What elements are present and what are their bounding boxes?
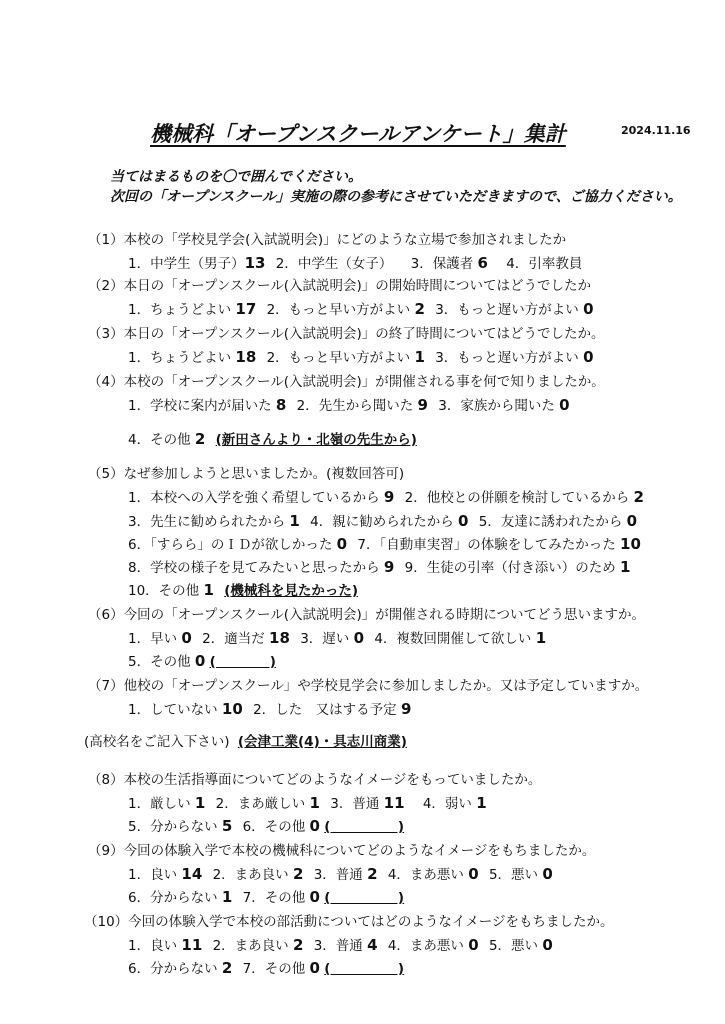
option-count: 5	[221, 817, 233, 835]
option-count: 9	[383, 558, 395, 576]
option-count: 13	[244, 254, 266, 272]
option-count: 0	[583, 300, 594, 318]
question-4-other	[128, 428, 417, 448]
question-1-options	[128, 252, 582, 272]
option-count: 0	[353, 629, 365, 647]
option-count: 10	[221, 700, 243, 718]
option-count: 2	[194, 430, 206, 448]
handwritten-note: (会津工業(4)・具志川商業)	[237, 734, 407, 750]
option-count: 2	[292, 865, 304, 883]
option-count: 1	[203, 581, 214, 599]
question-8-options-row-1	[128, 792, 487, 812]
option-label: 2．先生から聞いた	[296, 398, 414, 414]
question-9-options-row-1	[128, 863, 553, 883]
handwritten-note: (機械科を見たかった)	[224, 583, 359, 599]
option-label: 7．「自動車実習」の体験をしてみたかった	[357, 537, 616, 553]
option-label: 6．「すらら」のＩＤが欲しかった	[128, 537, 333, 553]
option-count: 0	[468, 865, 479, 883]
option-label: 2．した 又はする予定	[253, 702, 397, 718]
option-label: 2．適当だ	[202, 631, 265, 647]
question-2-options	[128, 298, 594, 318]
option-label: 7．その他	[242, 961, 306, 977]
question-8-options-row-2	[128, 815, 404, 835]
option-label: 10．その他	[128, 583, 200, 599]
option-label: 3．遅い	[300, 631, 350, 647]
option-label: 1．本校への入学を強く希望しているから	[128, 490, 380, 506]
question-4-options	[128, 394, 570, 414]
option-count: 18	[235, 348, 257, 366]
question-5: （5）なぜ参加しようと思いましたか。(複数回答可)	[88, 466, 405, 482]
option-label: 2．中学生（女子）	[275, 256, 393, 272]
option-label: 4．まあ悪い	[387, 867, 464, 883]
survey-date: 2024.11.16	[621, 124, 691, 137]
option-count: 0	[468, 936, 479, 954]
option-label: 9．生徒の引率（付き添い）のため	[404, 560, 616, 576]
option-count: 0	[309, 888, 320, 906]
answer-blank: ( )	[324, 961, 405, 977]
option-label: 6．その他	[242, 819, 306, 835]
option-label: 1．良い	[128, 938, 178, 954]
option-count: 9	[400, 700, 412, 718]
option-count: 0	[542, 865, 553, 883]
option-count: 0	[583, 348, 594, 366]
option-label: 6．分からない	[128, 890, 218, 906]
question-10-options-row-2	[128, 957, 404, 977]
option-label: 2．まあ良い	[212, 867, 289, 883]
answer-blank: ( )	[324, 890, 405, 906]
option-label: 3．もっと遅い方がよい	[435, 350, 579, 366]
question-8: （8）本校の生活指導面についてどのようなイメージをもっていましたか。	[88, 772, 542, 788]
question-5-options-row-5	[128, 579, 358, 599]
option-label: 4．まあ悪い	[387, 938, 464, 954]
option-count: 2	[633, 488, 644, 506]
option-label: 2．まあ良い	[212, 938, 289, 954]
option-label: 3．もっと遅い方がよい	[435, 302, 579, 318]
question-2: （2）本日の「オープンスクール(入試説明会)」の開始時間についてはどうでしたか	[88, 278, 591, 294]
option-count: 6	[477, 254, 488, 272]
question-7-options	[128, 698, 411, 718]
option-label: 1．早い	[128, 631, 178, 647]
option-count: 1	[289, 512, 300, 530]
option-count: 2	[292, 936, 304, 954]
option-count: 0	[626, 512, 638, 530]
question-10: （10）今回の体験入学で本校の部活動についてはどのようなイメージをもちましたか。	[84, 914, 614, 930]
option-label: 4．引率教員	[506, 256, 583, 272]
option-label: 5．悪い	[488, 867, 539, 883]
option-count: 9	[417, 396, 428, 414]
option-count: 18	[269, 629, 290, 647]
option-label: 3．普通	[330, 796, 380, 812]
question-5-options-row-4	[128, 556, 630, 576]
option-label: 3．先生に勧められたから	[128, 514, 286, 530]
option-label: 4．弱い	[422, 796, 472, 812]
option-count: 0	[309, 817, 320, 835]
option-label: 2．他校との併願を検討しているから	[404, 490, 630, 506]
option-label: 3．保護者	[410, 256, 474, 272]
option-label: 3．家族から聞いた	[438, 398, 555, 414]
option-count: 0	[559, 396, 570, 414]
option-label: 3．普通	[313, 938, 363, 954]
option-label: 4．親に勧められたから	[310, 514, 454, 530]
option-count: 0	[181, 629, 192, 647]
question-3-options	[128, 346, 594, 366]
question-6: （6）今回の「オープンスクール(入試説明会)」が開催される時期についてどう思いますか。	[88, 607, 645, 623]
option-count: 0	[458, 512, 469, 530]
question-6-options	[128, 627, 546, 647]
question-5-options-row-1	[128, 486, 644, 506]
page-title: 機械科「オープンスクールアンケート」集計	[150, 121, 566, 146]
option-count: 8	[275, 396, 287, 414]
question-9: （9）今回の体験入学で本校の機械科についてどのようなイメージをもちましたか。	[88, 843, 596, 859]
option-count: 0	[336, 535, 348, 553]
option-count: 14	[181, 865, 203, 883]
option-label: 2．もっと早い方がよい	[266, 302, 411, 318]
option-count: 2	[367, 865, 378, 883]
question-7: （7）他校の「オープンスクール」や学校見学会に参加しましたか。又は予定していますか。	[88, 678, 649, 694]
option-label: 5．分からない	[128, 819, 218, 835]
question-7-school	[84, 730, 407, 750]
option-label: 4．その他	[128, 432, 191, 448]
answer-blank: ( )	[324, 819, 405, 835]
intro-line-2: 次回の「オープンスクール」実施の際の参考にさせていただきますので、ご協力ください。	[110, 189, 682, 205]
question-4: （4）本校の「オープンスクール(入試説明会)」が開催される事を何で知りましたか。	[88, 374, 605, 390]
option-label: 1．良い	[128, 867, 178, 883]
answer-blank: ( )	[209, 654, 276, 670]
question-5-options-row-2	[128, 510, 637, 530]
option-count: 1	[309, 794, 320, 812]
option-label: 7．その他	[242, 890, 306, 906]
option-label: 1．中学生（男子）	[128, 256, 245, 272]
option-label: 5．友達に誘われたから	[478, 514, 623, 530]
option-count: 11	[181, 936, 203, 954]
question-9-options-row-2	[128, 886, 404, 906]
option-count: 1	[620, 558, 631, 576]
handwritten-note: (新田さんより・北嶺の先生から)	[215, 432, 417, 448]
question-1: （1）本校の「学校見学会(入試説明会)」にどのような立場で参加されましたか	[88, 232, 567, 248]
option-count: 9	[383, 488, 395, 506]
option-label: 3．普通	[313, 867, 363, 883]
option-label: 8．学校の様子を見てみたいと思ったから	[128, 560, 380, 576]
option-count: 11	[383, 794, 405, 812]
question-6-other	[128, 650, 276, 670]
question-3: （3）本日の「オープンスクール(入試説明会)」の終了時間についてはどうでしたか。	[88, 326, 605, 342]
school-label: (高校名をご記入下さい)	[84, 734, 230, 750]
option-label: 1．ちょうどよい	[128, 350, 232, 366]
intro-line-1: 当てはまるものを〇で囲んでください。	[110, 169, 362, 185]
option-label: 1．していない	[128, 702, 218, 718]
option-label: 1．厳しい	[128, 796, 191, 812]
option-count: 0	[194, 652, 206, 670]
option-label: 4．複数回開催して欲しい	[374, 631, 532, 647]
option-label: 5．悪い	[488, 938, 539, 954]
option-count: 0	[309, 959, 320, 977]
option-count: 17	[235, 300, 257, 318]
option-label: 1．ちょうどよい	[128, 302, 232, 318]
option-label: 2．まあ厳しい	[215, 796, 306, 812]
question-5-options-row-3	[128, 533, 641, 553]
option-count: 1	[414, 348, 425, 366]
option-count: 10	[620, 535, 641, 553]
option-count: 2	[221, 959, 233, 977]
option-count: 1	[535, 629, 547, 647]
option-count: 4	[367, 936, 378, 954]
option-label: 1．学校に案内が届いた	[128, 398, 272, 414]
option-count: 2	[414, 300, 425, 318]
option-count: 1	[221, 888, 233, 906]
option-label: 6．分からない	[128, 961, 218, 977]
option-count: 1	[476, 794, 487, 812]
option-label: 2．もっと早い方がよい	[266, 350, 411, 366]
question-10-options-row-1	[128, 934, 553, 954]
option-label: 5．その他	[128, 654, 191, 670]
option-count: 1	[194, 794, 206, 812]
option-count: 0	[542, 936, 553, 954]
